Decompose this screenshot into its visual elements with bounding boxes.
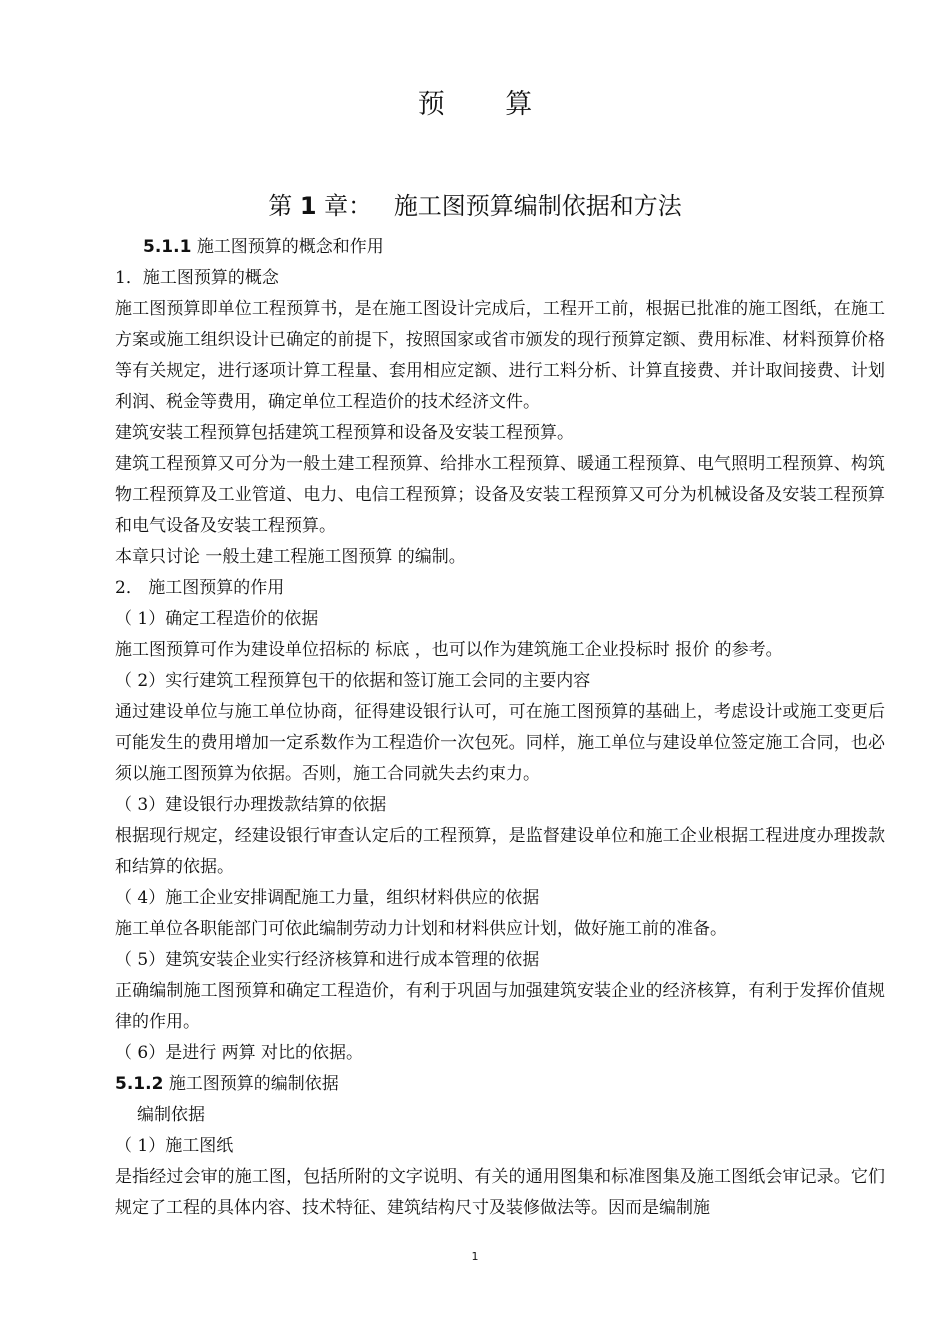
paragraph: 施工单位各职能部门可依此编制劳动力计划和材料供应计划，做好施工前的准备。 <box>115 919 727 939</box>
chapter-prefix: 第 <box>268 192 293 220</box>
paragraph: 本章只讨论 一般土建工程施工图预算 的编制。 <box>115 547 466 567</box>
paragraph: 通过建设单位与施工单位协商，征得建设银行认可，可在施工图预算的基础上，考虑设计或施工变更后可能发生的费用增加一定系数作为工程造价一次包死。同样，施工单位与建设单位签定施工合同，也必须以施工图预算为依据。否则，施工合同就失去约束力。 <box>115 702 885 784</box>
paragraph: （ 1）确定工程造价的依据 <box>115 609 319 629</box>
chapter-suffix: 章： <box>324 192 373 220</box>
section-title: 施工图预算的编制依据 <box>168 1074 339 1094</box>
paragraph: 2． 施工图预算的作用 <box>115 578 285 598</box>
document-title: 预 算 <box>417 89 559 120</box>
section-number: 5.1.2 <box>115 1074 164 1094</box>
paragraph: 施工图预算即单位工程预算书，是在施工图设计完成后，工程开工前，根据已批准的施工图纸，在施工方案或施工组织设计已确定的前提下，按照国家或省市颁发的现行预算定额、费用标准、材料预算价格等有关规定，进行逐项计算工程量、套用相应定额、进行工料分析、计算直接费、并计取间接费、计划利润、税金等费用，确定单位工程造价的技术经济文件。 <box>115 299 885 412</box>
section-title: 施工图预算的概念和作用 <box>196 237 384 257</box>
section-heading-512 <box>115 1069 885 1100</box>
paragraph: 编制依据 <box>137 1105 205 1125</box>
section-heading-511 <box>115 232 885 263</box>
chapter-name: 施工图预算编制依据和方法 <box>393 192 682 220</box>
paragraph: （ 2）实行建筑工程预算包干的依据和签订施工会同的主要内容 <box>115 671 591 691</box>
paragraph: （ 4）施工企业安排调配施工力量，组织材料供应的依据 <box>115 888 540 908</box>
chapter-heading <box>0 186 950 221</box>
paragraph: （ 1）施工图纸 <box>115 1136 234 1156</box>
paragraph: （ 5）建筑安装企业实行经济核算和进行成本管理的依据 <box>115 950 540 970</box>
paragraph: 是指经过会审的施工图，包括所附的文字说明、有关的通用图集和标准图集及施工图纸会审记录。它们规定了工程的具体内容、技术特征、建筑结构尺寸及装修做法等。因而是编制施 <box>115 1167 885 1218</box>
section-number: 5.1.1 <box>143 237 192 257</box>
chapter-number: 1 <box>299 192 317 220</box>
page-number: 1 <box>471 1250 479 1263</box>
paragraph: 根据现行规定，经建设银行审查认定后的工程预算，是监督建设单位和施工企业根据工程进度办理拨款和结算的依据。 <box>115 826 885 877</box>
paragraph: （ 3）建设银行办理拨款结算的依据 <box>115 795 387 815</box>
paragraph: 1．施工图预算的概念 <box>115 268 279 288</box>
paragraph: 正确编制施工图预算和确定工程造价，有利于巩固与加强建筑安装企业的经济核算，有利于发挥价值规律的作用。 <box>115 981 885 1032</box>
paragraph: 建筑安装工程预算包括建筑工程预算和设备及安装工程预算。 <box>115 423 574 443</box>
paragraph: （ 6）是进行 两算 对比的依据。 <box>115 1043 364 1063</box>
paragraph: 建筑工程预算又可分为一般土建工程预算、给排水工程预算、暖通工程预算、电气照明工程预算、构筑物工程预算及工业管道、电力、电信工程预算；设备及安装工程预算又可分为机械设备及安装工程预算和电气设备及安装工程预算。 <box>115 454 885 536</box>
body-text <box>115 232 885 1224</box>
paragraph: 施工图预算可作为建设单位招标的 标底 ，也可以作为建筑施工企业投标时 报价 的参考。 <box>115 640 783 660</box>
